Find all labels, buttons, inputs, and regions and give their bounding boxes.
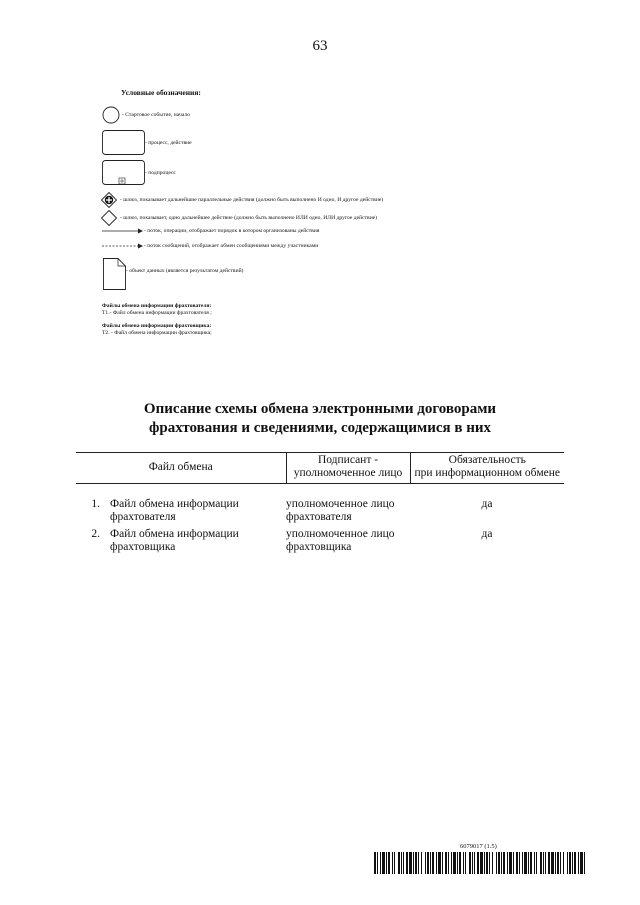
barcode [374, 852, 588, 874]
header-signer-line1: Подписант - [317, 454, 379, 466]
data-object-icon [103, 258, 127, 290]
sequence-flow-arrow-icon [102, 227, 144, 235]
charterer-files-title: Файлы обмена информации фрахтователя: [102, 303, 212, 309]
row-file-name-line1: Файл обмена информации [110, 497, 239, 510]
section-title-line2: фрахтования и сведениями, содержащимися в них [148, 420, 492, 436]
header-required-line2: при информационном обмене [414, 467, 560, 479]
row-signer [286, 528, 410, 554]
start-event-circle-icon [102, 106, 120, 124]
row-signer-line1: уполномоченное лицо [286, 527, 395, 540]
row-required: да [481, 527, 493, 540]
row-signer-line2: фрахтователя [286, 510, 352, 523]
header-required-line1: Обязательность [448, 454, 526, 466]
exchange-table [76, 452, 564, 554]
row-file-name-line1: Файл обмена информации [110, 527, 239, 540]
message-flow-arrow-icon [102, 242, 144, 250]
row-file-name [104, 498, 286, 524]
row-number: 2. [91, 527, 100, 540]
header-signer [286, 453, 410, 484]
header-file: Файл обмена [76, 453, 286, 484]
row-signer-line1: уполномоченное лицо [286, 497, 395, 510]
header-signer-line2: уполномоченное лицо [293, 467, 403, 479]
carrier-files [102, 323, 212, 337]
row-file-name-line2: фрахтовщика [110, 540, 176, 553]
subprocess-rect-icon [102, 160, 146, 186]
header-required [410, 453, 564, 484]
row-file-name-line2: фрахтователя [110, 510, 176, 523]
legend-text: - объект данных (является результатом действий) [126, 268, 244, 274]
barcode-number: 6079017 (1.5) [460, 843, 497, 850]
legend-title: Условные обозначения: [121, 88, 201, 97]
process-rect-icon [102, 130, 146, 156]
exclusive-gateway-icon [101, 210, 119, 226]
parallel-gateway-icon [101, 192, 119, 208]
page-number: 63 [312, 38, 328, 54]
section-title [0, 400, 640, 438]
legend-text: - поток, операции, отображает порядок в котором организованы действия [144, 228, 320, 234]
section-title-line1: Описание схемы обмена электронными договорами [143, 401, 497, 417]
charterer-file-item: Т1.- Файл обмена информации фрахтователя ; [102, 310, 212, 316]
carrier-file-item: Т2. - Файл обмена информации фрахтовщика; [102, 330, 212, 336]
legend-text: - шлюз, показывает, одно дальнейшее действие (должно быть выполнено ИЛИ одно, ИЛИ другое действие) [120, 215, 378, 221]
table-row [76, 498, 564, 524]
legend-text: - Стартовое событие, начало [122, 112, 190, 118]
legend-text: - процесс, действие [145, 140, 192, 146]
table-header-row [76, 453, 564, 484]
row-number: 1. [91, 497, 100, 510]
row-required: да [481, 497, 493, 510]
row-signer-line2: фрахтовщика [286, 540, 352, 553]
row-file-name [104, 528, 286, 554]
row-signer [286, 498, 410, 524]
legend-text: - шлюз, показывает дальнейшие параллельные действия (должно быть выполнено И одно, И другое действие) [120, 197, 384, 203]
carrier-files-title: Файлы обмена информации фрахтовщика: [102, 323, 212, 329]
legend-text: - подпроцесс [145, 170, 176, 176]
charterer-files [102, 303, 212, 317]
table-row [76, 528, 564, 554]
legend-text: - поток сообщений, отображает обмен сообщениями между участниками [144, 243, 319, 249]
